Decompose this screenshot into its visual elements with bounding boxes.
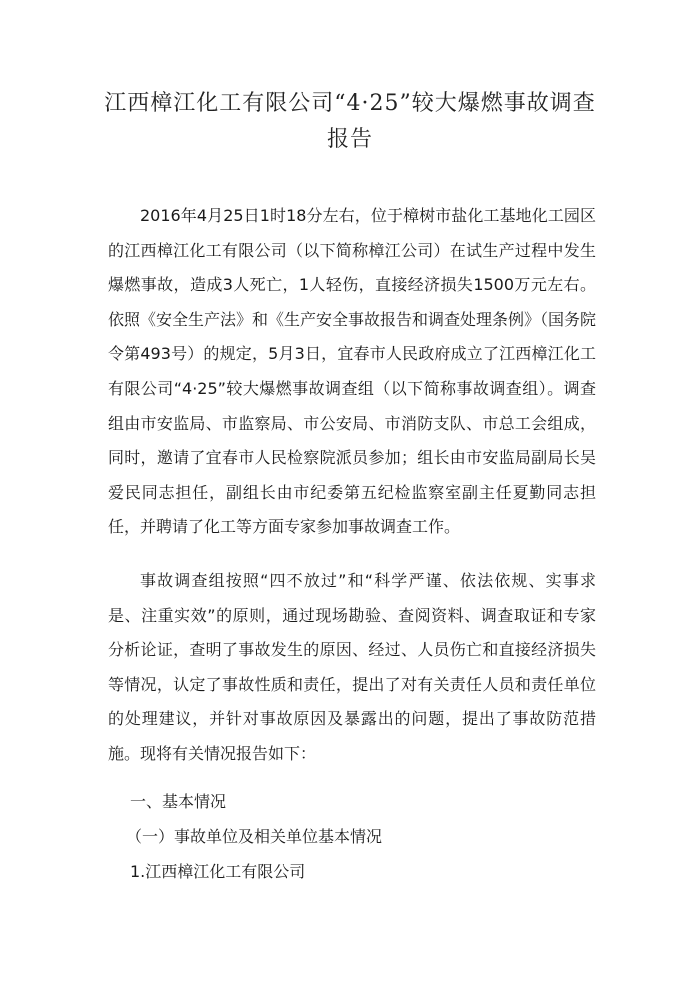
investigation-paragraph: 事故调查组按照“四不放过”和“科学严谨、依法依规、实事求是、注重实效”的原则，通过现场勘验、查阅资料、调查取证和专家分析论证，查明了事故发生的原因、经过、人员伤亡和直接经济损失等情况，认定了事故性质和责任，提出了对有关责任人员和责任单位的处理建议，并针对事故原因及暴露出的问题，提出了事故防范措施。现将有关情况报告如下： bbox=[108, 571, 596, 763]
section-heading-basic-info: 一、基本情况 bbox=[130, 792, 227, 811]
report-title: 江西樟江化工有限公司“4·25”较大爆燃事故调查报告 bbox=[104, 91, 596, 152]
item-heading-company: 1.江西樟江化工有限公司 bbox=[130, 862, 306, 881]
subsection-heading-units: （一）事故单位及相关单位基本情况 bbox=[126, 827, 383, 846]
intro-paragraph: 2016年4月25日1时18分左右，位于樟树市盐化工基地化工园区的江西樟江化工有限公司（以下简称樟江公司）在试生产过程中发生爆燃事故，造成3人死亡，1人轻伤，直接经济损失1500万元左右。依照《安全生产法》和《生产安全事故报告和调查处理条例》（国务院令第493号）的规定，5月3日，宜春市人民政府成立了江西樟江化工有限公司“4·25”较大爆燃事故调查组（以下简称事故调查组）。调查组由市安监局、市监察局、市公安局、市消防支队、市总工会组成，同时，邀请了宜春市人民检察院派员参加；组长由市安监局副局长吴爱民同志担任，副组长由市纪委第五纪检监察室副主任夏勤同志担任，并聘请了化工等方面专家参加事故调查工作。 bbox=[108, 206, 597, 537]
